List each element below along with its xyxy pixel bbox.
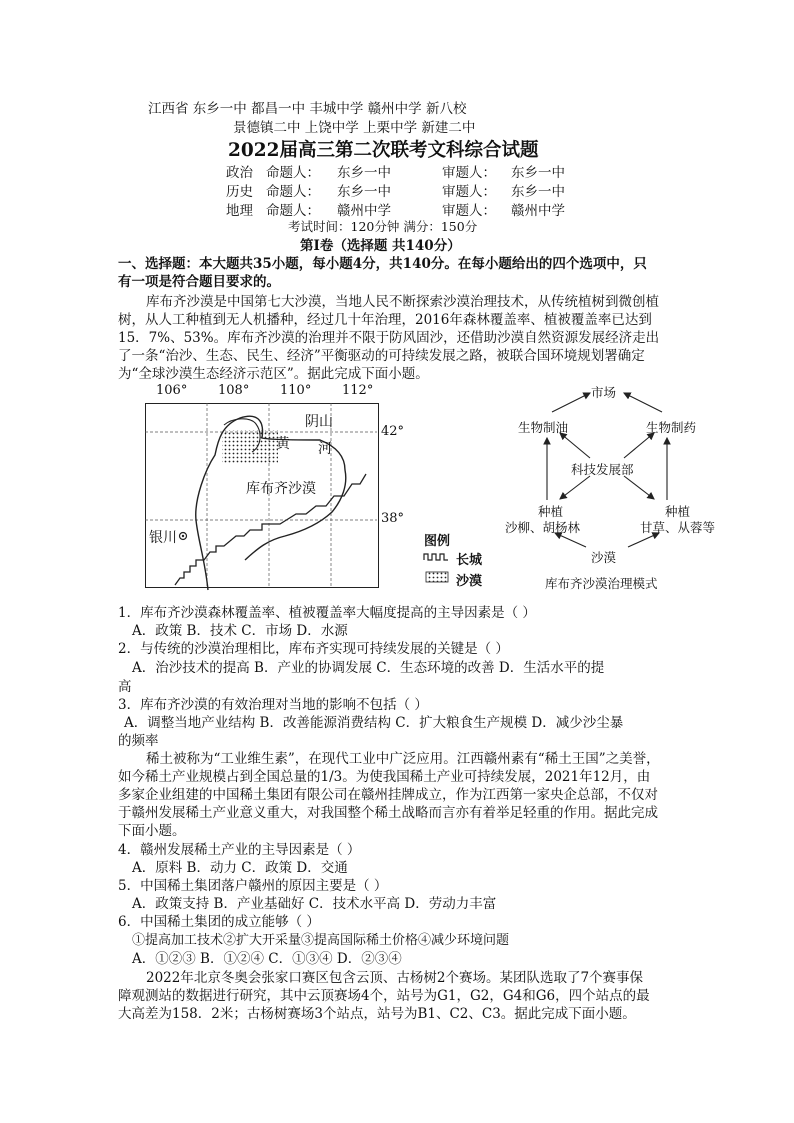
question-sub-statements: ①提高加工技术②扩大开采量③提高国际稀土价格④减少环境问题 — [132, 933, 510, 948]
staff-role: 审题人： — [442, 203, 496, 219]
section-instruction-line-1: 一、选择题：本大题共35小题，每小题4分，共140分。在每小题给出的四个选项中，只 — [118, 256, 647, 272]
passage3-line: 2022年北京冬奥会张家口赛区包含云顶、古杨树2个赛场。某团队选取了7个赛事保 — [146, 970, 644, 986]
staff-role: 命题人： — [266, 203, 320, 219]
exam-title: 2022届高三第二次联考文科综合试题 — [228, 140, 539, 161]
question-stem: 3．库布齐沙漠的有效治理对当地的影响不包括（ ） — [118, 697, 428, 713]
yinchuan-label: 银川 — [149, 530, 177, 546]
node-bio-med: 生物制药 — [646, 420, 697, 435]
node-plant-right-detail: 甘草、从蓉等 — [640, 520, 716, 535]
question-options: A．政策支持 B．产业基础好 C．技术水平高 D．劳动力丰富 — [132, 896, 497, 912]
question-stem: 4．赣州发展稀土产业的主导因素是（ ） — [118, 842, 361, 858]
lon-label-108: 108° — [218, 383, 250, 398]
staff-subject: 地理 — [226, 203, 253, 219]
legend-desert-label: 沙漠 — [456, 574, 483, 589]
exam-info: 考试时间：120分钟 满分：150分 — [288, 219, 478, 234]
question-options: A．①②③ B．①②④ C．①③④ D．②③④ — [132, 951, 402, 967]
passage1-line: 15．7%、53%。库布齐沙漠的治理并不限于防风固沙，还借助沙漠自然资源发展经济走出 — [118, 330, 660, 346]
node-tech: 科技发展部 — [571, 462, 634, 477]
staff-unit: 赣州中学 — [337, 203, 391, 219]
passage2-line: 多家企业组建的中国稀土集团有限公司在赣州挂牌成立，作为江西第一家央企总部，不仅对 — [118, 787, 658, 803]
passage2-line: 如今稀土产业规模占到全国总量的1/3。为使我国稀土产业可持续发展，2021年12月，由 — [118, 769, 651, 785]
question-stem: 6．中国稀土集团的成立能够（ ） — [118, 914, 320, 930]
node-plant-left-title: 种植 — [538, 504, 564, 519]
passage1-line: 了一条“治沙、生态、民生、经济”平衡驱动的可持续发展之路，被联合国环境规划署确定 — [118, 348, 645, 364]
staff-unit: 东乡一中 — [337, 165, 391, 181]
yinshan-label: 阴山 — [305, 414, 333, 430]
lon-label-106: 106° — [156, 383, 188, 398]
node-bio-oil: 生物制油 — [518, 420, 569, 435]
question-stem: 5．中国稀土集团落户赣州的原因主要是（ ） — [118, 878, 388, 894]
diagram-caption: 库布齐沙漠治理模式 — [545, 576, 658, 591]
passage2-line: 于赣州发展稀土产业意义重大，对我国整个稀土战略而言亦有着举足轻重的作用。据此完成 — [118, 805, 658, 821]
staff-unit: 赣州中学 — [511, 203, 565, 219]
lon-label-110: 110° — [280, 383, 312, 398]
part-title: 第Ⅰ卷（选择题 共140分） — [300, 238, 461, 254]
passage1-line: 树，从人工种植到无人机播种，经过几十年治理，2016年森林覆盖率、植被覆盖率已达到 — [118, 312, 652, 328]
staff-subject: 政治 — [226, 165, 253, 181]
staff-role: 命题人： — [266, 184, 320, 200]
question-options: A．治沙技术的提高 B．产业的协调发展 C．生态环境的改善 D．生活水平的提 — [132, 660, 605, 676]
staff-unit: 东乡一中 — [511, 165, 565, 181]
question-options: A．调整当地产业结构 B．改善能源消费结构 C．扩大粮食生产规模 D．减少沙尘暴 — [124, 715, 624, 731]
staff-role: 命题人： — [266, 165, 320, 181]
passage2-line: 稀土被称为“工业维生素”，在现代工业中广泛应用。江西赣州素有“稀土王国”之美誉， — [146, 751, 660, 767]
question-options: A．政策 B．技术 C．市场 D．水源 — [132, 623, 348, 639]
question-options: A．原料 B．动力 C．政策 D．交通 — [132, 860, 348, 876]
staff-role: 审题人： — [442, 165, 496, 181]
node-market: 市场 — [591, 385, 617, 400]
schools-line-1: 江西省 东乡一中 都昌一中 丰城中学 赣州中学 新八校 — [148, 101, 467, 117]
passage2-line: 下面小题。 — [118, 823, 186, 839]
staff-subject: 历史 — [226, 184, 253, 200]
lon-label-112: 112° — [342, 383, 374, 398]
legend-wall-label: 长城 — [456, 553, 483, 568]
desert-label: 库布齐沙漠 — [246, 481, 316, 497]
staff-unit: 东乡一中 — [337, 184, 391, 200]
passage3-line: 大高差为158．2米；古杨树赛场3个站点，站号为B1、C2、C3。据此完成下面小题。 — [118, 1006, 636, 1022]
lat-label-38: 38° — [381, 511, 405, 526]
question-options-cont: 的频率 — [118, 733, 159, 749]
staff-role: 审题人： — [442, 184, 496, 200]
he-label: 河 — [318, 441, 332, 457]
passage3-line: 障观测站的数据进行研究，其中云顶赛场4个，站号为G1，G2，G4和G6，四个站点的最 — [118, 988, 650, 1004]
node-plant-right-title: 种植 — [665, 504, 691, 519]
node-plant-left-detail: 沙柳、胡杨林 — [505, 520, 581, 535]
question-stem: 1．库布齐沙漠森林覆盖率、植被覆盖率大幅度提高的主导因素是（ ） — [118, 605, 536, 621]
question-stem: 2．与传统的沙漠治理相比，库布齐实现可持续发展的关键是（ ） — [118, 641, 509, 657]
legend-title: 图例 — [424, 534, 451, 549]
schools-line-2: 景德镇二中 上饶中学 上栗中学 新建二中 — [233, 120, 476, 136]
node-desert: 沙漠 — [591, 550, 617, 565]
staff-unit: 东乡一中 — [511, 184, 565, 200]
section-instruction-line-2: 有一项是符合题目要求的。 — [118, 274, 280, 290]
question-options-cont: 高 — [118, 679, 132, 695]
passage1-line: 库布齐沙漠是中国第七大沙漠，当地人民不断探索沙漠治理技术，从传统植树到微创植 — [146, 294, 659, 310]
huang-label: 黄 — [276, 436, 290, 452]
passage1-line: 为“全球沙漠生态经济示范区”。据此完成下面小题。 — [118, 366, 429, 382]
lat-label-42: 42° — [381, 424, 405, 439]
